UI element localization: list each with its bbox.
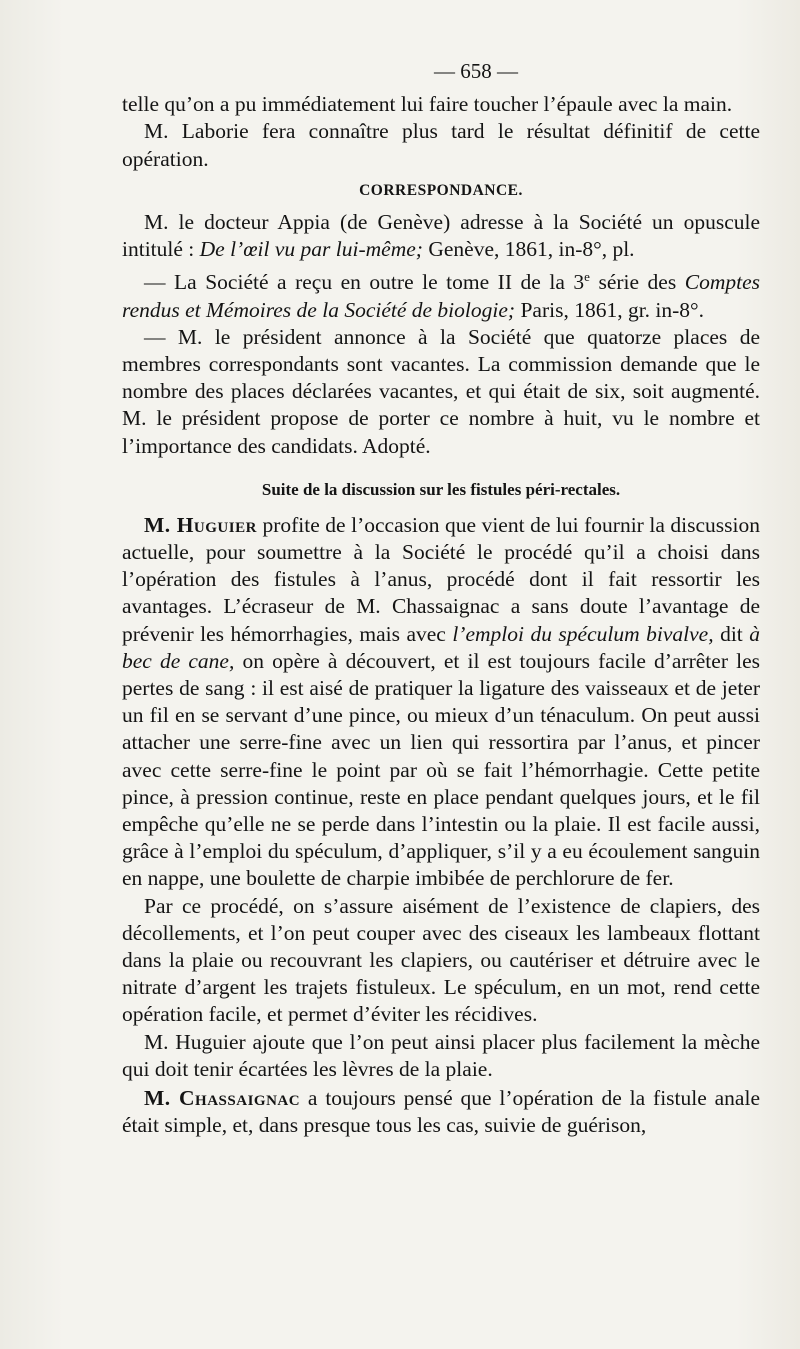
section-heading-discussion: Suite de la discussion sur les fistules péri-rectales. <box>261 479 621 499</box>
paragraph-huguier-ajoute: M. Huguier ajoute que l’on peut ainsi placer plus facilement la mèche qui doit tenir écartées les lèvres de la plaie. <box>122 1029 760 1081</box>
paragraph-laborie: M. Laborie fera connaître plus tard le résultat définitif de cette opération. <box>122 119 760 171</box>
speaker-name: M. Huguier <box>144 512 257 537</box>
paragraph-appia <box>122 209 760 263</box>
text-run: a toujours pensé que l’opération de la fistule anale était simple, et, dans presque tous les cas, suivie de guérison, <box>122 1086 760 1138</box>
italic-title: Comptes rendus et Mémoires de la Société de biologie; <box>122 270 760 322</box>
italic-phrase: l’emploi du spéculum bivalve, <box>452 621 714 646</box>
speaker-name: M. Chassaignac <box>144 1086 301 1111</box>
superscript: e <box>584 269 590 285</box>
paragraph-chassaignac <box>122 1085 760 1139</box>
text-run: on opère à découvert, et il est toujours facile d’arrêter les pertes de sang : il est aisé de pratiquer la ligature des vaisseaux et de jeter un fil en se servant d’une pince, ou mieux d’un ténaculum. On peut aussi attacher une serre-fine avec un lien qui ressortira par l’anus, et pincer avec cette serre-fine le point par où se fait l’hémorrhagie. Cette petite pince, à pression continue, reste en place pendant quelques jours, et le fil empêche qu’elle ne se perde dans l’intestin ou la plaie. Il est facile aussi, grâce à l’emploi du spéculum, d’appliquer, s’il y a eu écoulement sanguin en nappe, une boulette de charpie imbibée de perchlorure de fer. <box>122 648 760 891</box>
italic-phrase: à bec de cane, <box>122 621 760 673</box>
italic-title: De l’œil vu par lui-même; <box>199 237 423 262</box>
paragraph-comptes-rendus <box>122 263 760 324</box>
text-run: Paris, 1861, gr. in-8°. <box>515 297 705 322</box>
text-run: profite de l’occasion que vient de lui fournir la discussion actuelle, pour soumettre à la Société le procédé qu’il a choisi dans l’opération des fistules à l’anus, procédé dont il fait ressortir les avantages. L’écraseur de M. Chassaignac a sans doute l’avantage de prévenir les hémorrhagies, mais avec <box>122 512 760 646</box>
paragraph-president: — M. le président annonce à la Société que quatorze places de membres correspondants sont vacantes. La commission demande que le nombre des places déclarées vacantes, et qui était de six, soit augmenté. M. le président propose de porter ce nombre à huit, vu le nombre et l’importance des candidats. Adopté. <box>122 324 760 458</box>
page-number: — 658 — <box>434 59 518 83</box>
paragraph-procede: Par ce procédé, on s’assure aisément de l’existence de clapiers, des décollements, et l’on peut couper avec des ciseaux les lambeaux flottant dans la plaie ou recouvrant les clapiers, ou cautériser et détruire avec le nitrate d’argent les trajets fistuleux. Le spéculum, en un mot, rend cette opération facile, et permet d’éviter les récidives. <box>122 893 760 1027</box>
text-run: série des <box>589 270 685 295</box>
text-run: — La Société a reçu en outre le tome II de la 3 <box>144 270 585 295</box>
paragraph-huguier <box>122 512 760 893</box>
paragraph-continuation: telle qu’on a pu immédiatement lui faire toucher l’épaule avec la main. <box>122 92 733 117</box>
text-run: dit <box>713 621 750 646</box>
text-block <box>122 58 760 1139</box>
text-run: Genève, 1861, in-8°, pl. <box>422 237 635 262</box>
text-run: M. le docteur Appia (de Genève) adresse à la Société un opuscule intitulé : <box>122 209 760 262</box>
section-heading-correspondance: CORRESPONDANCE. <box>359 181 523 199</box>
